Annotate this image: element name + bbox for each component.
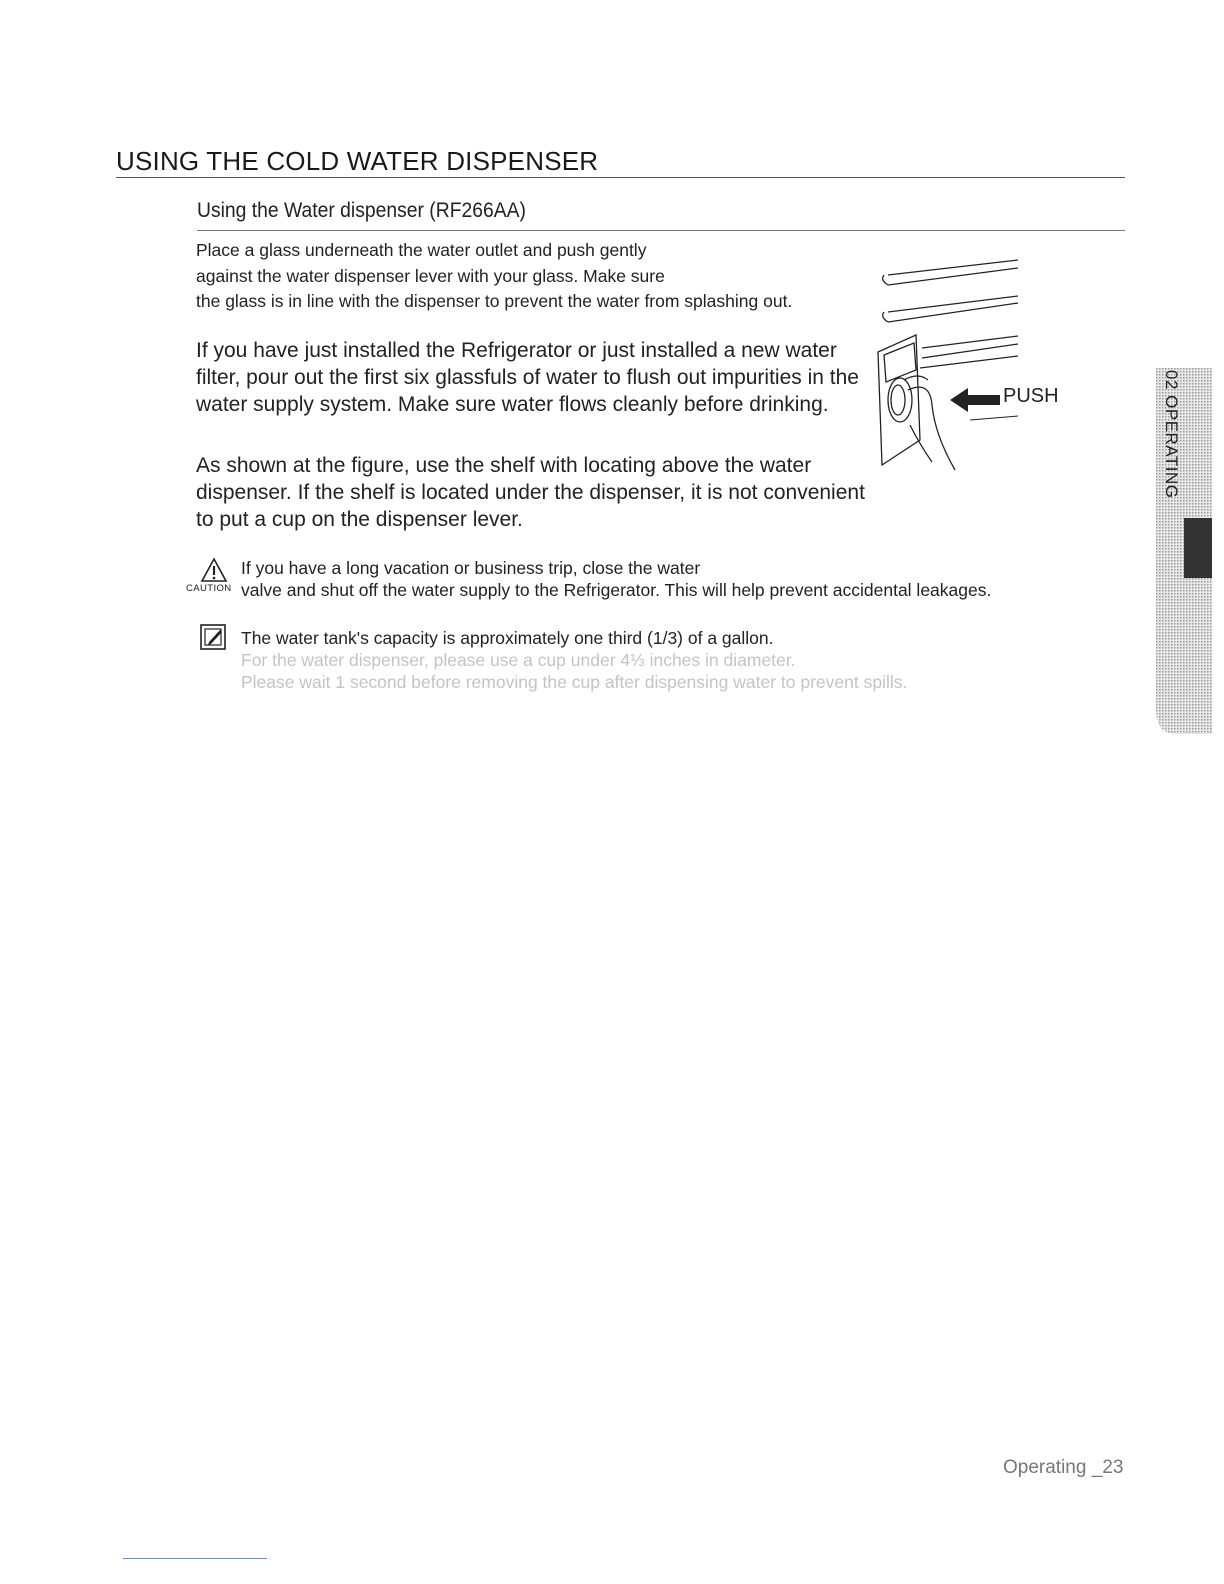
caution-label: CAUTION [186,583,232,594]
subtitle-divider [197,230,1125,231]
paragraph-line: dispenser. If the shelf is located under the dispenser, it is not convenient [196,481,865,504]
subsection-title: Using the Water dispenser (RF266AA) [197,199,526,222]
note-line: Please wait 1 second before removing the cup after dispensing water to prevent spills. [241,672,908,692]
note-line: The water tank's capacity is approximately one third (1/3) of a gallon. [241,628,774,648]
paragraph-line: As shown at the figure, use the shelf with locating above the water [196,454,812,477]
caution-icon [200,557,228,583]
intro-line: Place a glass underneath the water outlet and push gently [196,240,647,260]
paragraph-line: filter, pour out the first six glassfuls of water to flush out impurities in the [196,366,859,389]
push-label: PUSH [1003,385,1059,407]
intro-text [196,238,792,315]
paragraph-line: water supply system. Make sure water flows cleanly before drinking. [196,393,829,416]
page-footer: Operating _23 [1003,1457,1124,1478]
shelf-paragraph [196,452,865,533]
paragraph-line: If you have just installed the Refrigerator or just installed a new water [196,339,837,362]
note-icon [198,622,228,652]
intro-line: the glass is in line with the dispenser to prevent the water from splashing out. [196,291,793,311]
note-text [241,627,907,693]
section-title: USING THE COLD WATER DISPENSER [116,146,599,176]
caution-line: valve and shut off the water supply to the Refrigerator. This will help prevent accidental leakages. [241,580,992,600]
intro-line: against the water dispenser lever with your glass. Make sure [196,265,665,286]
paragraph-line: to put a cup on the dispenser lever. [196,508,523,531]
note-line: For the water dispenser, please use a cup under 4⅓ inches in diameter. [241,650,796,670]
chapter-tab-label: 02 OPERATING [1162,370,1181,499]
install-paragraph [196,337,859,418]
caution-text [241,557,991,601]
dispenser-illustration [860,240,1060,480]
caution-line: If you have a long vacation or business trip, close the water [241,558,701,578]
footer-divider [123,1558,267,1559]
title-divider [116,177,1125,178]
